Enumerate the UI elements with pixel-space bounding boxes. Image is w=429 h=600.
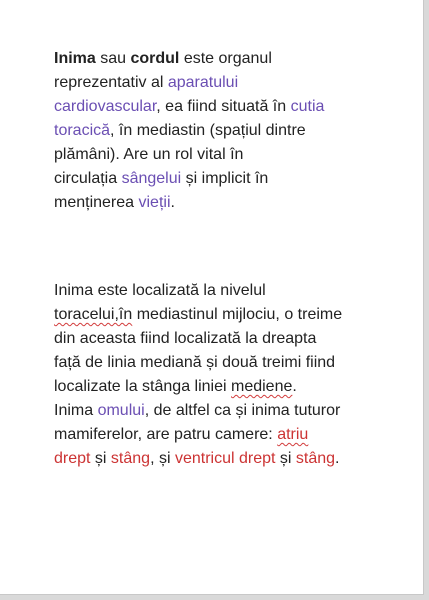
text-run: , de altfel ca și inima tuturor <box>144 402 341 419</box>
bold-term-inima: Inima <box>54 50 96 67</box>
text-line <box>54 423 374 447</box>
text-run: , și <box>150 450 175 467</box>
text-line <box>54 143 374 167</box>
link-aparatului[interactable]: aparatului <box>167 74 239 91</box>
paragraph-intro <box>54 47 374 215</box>
text-line <box>54 447 374 471</box>
text-line <box>54 71 374 95</box>
text-line <box>54 167 374 191</box>
link-atriu[interactable]: atriu <box>277 426 309 443</box>
text-run: Inima este localizată la nivelul <box>54 282 266 299</box>
link-cardiovascular[interactable]: cardiovascular <box>54 98 157 115</box>
text-run: Inima <box>54 402 98 419</box>
spellcheck-word-toracelui[interactable]: toracelui,în <box>54 306 133 323</box>
bold-term-cordul: cordul <box>130 50 180 67</box>
text-line <box>54 399 374 423</box>
text-run: din aceasta fiind localizată la dreapta <box>54 330 317 347</box>
text-line <box>54 327 374 351</box>
text-run: . <box>170 194 175 211</box>
text-run: circulația <box>54 170 122 187</box>
link-vietii[interactable]: vieții <box>138 194 171 211</box>
text-line <box>54 351 374 375</box>
text-run: sau <box>95 50 131 67</box>
paragraph-localization <box>54 279 374 471</box>
text-run: față de linia mediană și două treimi fiind <box>54 354 336 371</box>
link-drept[interactable]: drept <box>54 450 91 467</box>
spellcheck-word-mediene[interactable]: mediene <box>231 378 293 395</box>
text-line <box>54 375 374 399</box>
text-run: și <box>275 450 296 467</box>
text-line <box>54 95 374 119</box>
link-omului[interactable]: omului <box>97 402 145 419</box>
text-run: este organul <box>179 50 272 67</box>
text-run: menținerea <box>54 194 139 211</box>
link-stang[interactable]: stâng <box>110 450 151 467</box>
link-toracica[interactable]: toracică <box>54 122 111 139</box>
text-line <box>54 279 374 303</box>
text-run: reprezentativ al <box>54 74 168 91</box>
text-run: , ea fiind situată în <box>156 98 291 115</box>
text-run: . <box>335 450 340 467</box>
text-run: și <box>90 450 111 467</box>
text-run: mediastinul mijlociu, o treime <box>132 306 343 323</box>
text-line <box>54 191 374 215</box>
text-line <box>54 303 374 327</box>
text-run: și implicit în <box>181 170 269 187</box>
link-sangelui[interactable]: sângelui <box>121 170 182 187</box>
text-run: localizate la stânga liniei <box>54 378 231 395</box>
link-ventricul-drept[interactable]: ventricul drept <box>174 450 276 467</box>
text-line <box>54 47 374 71</box>
link-cutia[interactable]: cutia <box>290 98 325 115</box>
text-run: mamiferelor, are patru camere: <box>54 426 278 443</box>
text-run: plămâni). Are un rol vital în <box>54 146 244 163</box>
text-line <box>54 119 374 143</box>
text-run: , în mediastin (spațiul dintre <box>110 122 306 139</box>
text-run: . <box>292 378 297 395</box>
link-stang-2[interactable]: stâng <box>295 450 336 467</box>
